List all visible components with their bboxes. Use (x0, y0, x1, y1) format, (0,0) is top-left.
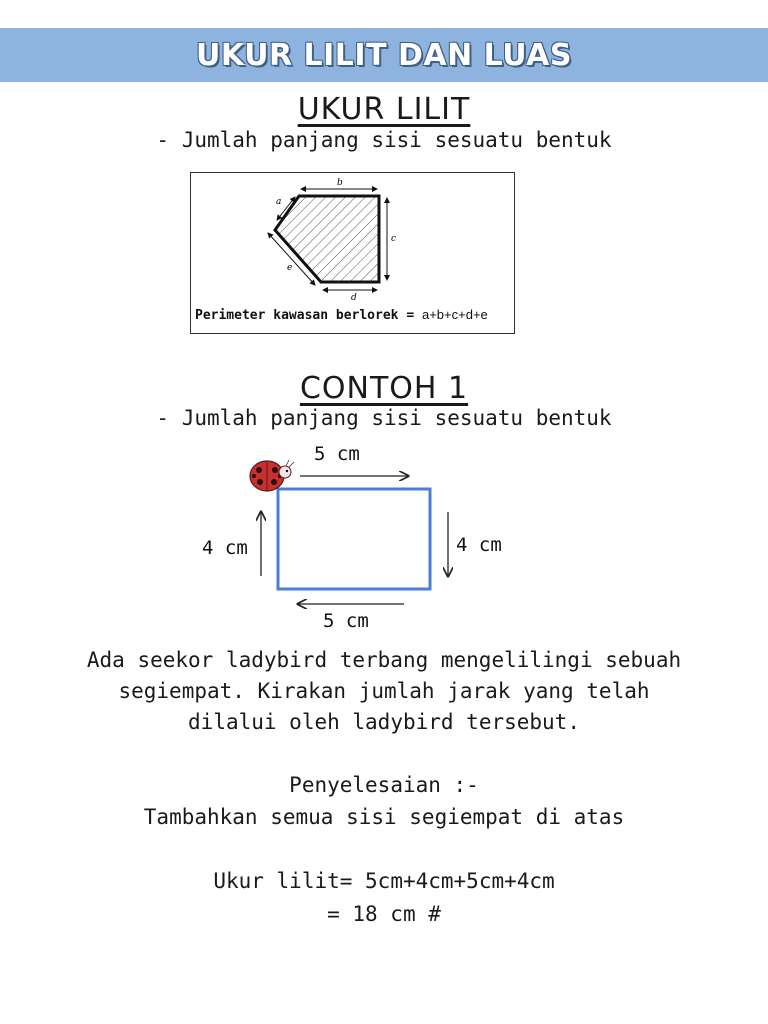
rectangle-diagram (0, 440, 768, 640)
rectangle-shape (278, 489, 430, 589)
section-title-text: UKUR LILIT (297, 92, 471, 127)
label-a: a (276, 197, 282, 207)
label-e: e (287, 263, 293, 273)
question-line-1: Ada seekor ladybird terbang mengelilingi sebuah (86, 648, 682, 672)
label-d: d (351, 293, 357, 303)
question-line-3: dilalui oleh ladybird tersebut. (188, 710, 580, 734)
question-text (0, 645, 768, 738)
label-c: c (391, 234, 397, 244)
label-b: b (337, 178, 343, 188)
perimeter-figure (190, 172, 515, 334)
header-banner (0, 28, 768, 82)
solution-step: Tambahkan semua sisi segiempat di atas (143, 805, 625, 829)
figure-caption (195, 307, 488, 323)
section-title-text: CONTOH 1 (299, 371, 469, 406)
solution-heading: Penyelesaian :- (289, 773, 479, 797)
section-title-ukur-lilit (0, 92, 768, 127)
right-side-label: 4 cm (456, 534, 502, 556)
left-side-label: 4 cm (202, 537, 248, 559)
caption-text: Perimeter kawasan berlorek = (195, 308, 415, 323)
calculation-line-1: Ukur lilit= 5cm+4cm+5cm+4cm (213, 869, 555, 893)
section-title-contoh (0, 371, 768, 406)
question-line-2: segiempat. Kirakan jumlah jarak yang telah (118, 679, 650, 703)
section-subtitle: - Jumlah panjang sisi sesuatu bentuk (156, 128, 612, 152)
page-title: UKUR LILIT DAN LUAS (196, 37, 572, 73)
bottom-side-label: 5 cm (323, 610, 369, 632)
caption-formula: a+b+c+d+e (421, 307, 488, 322)
ladybird-icon (250, 460, 294, 491)
top-side-label: 5 cm (314, 443, 360, 465)
section-subtitle: - Jumlah panjang sisi sesuatu bentuk (156, 406, 612, 430)
calculation-line-2: = 18 cm # (327, 902, 441, 926)
